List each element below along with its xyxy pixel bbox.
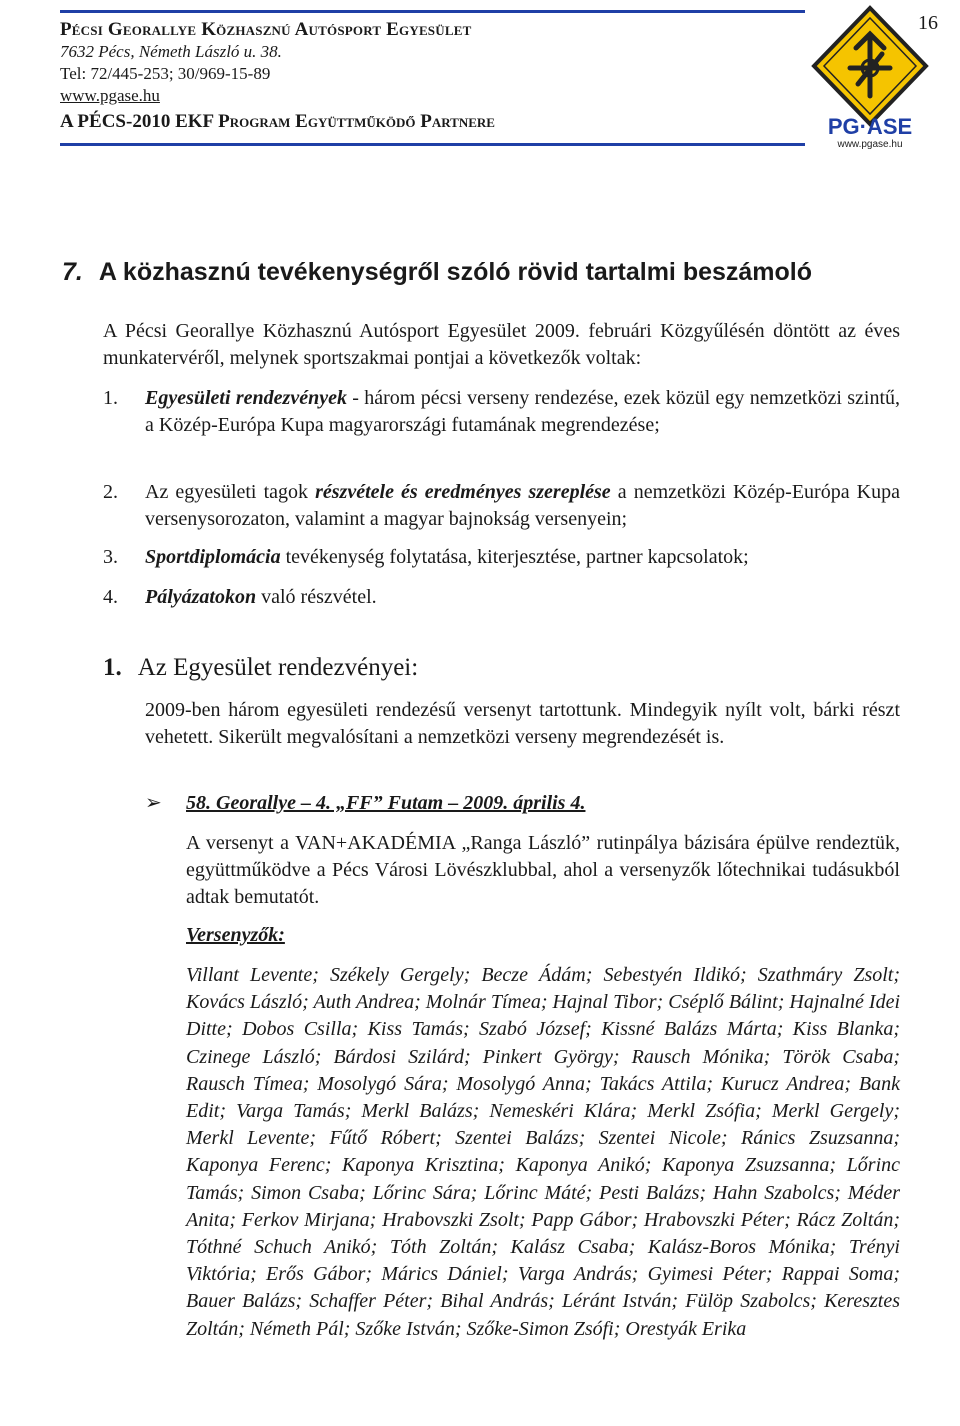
logo-text: PG·ASE bbox=[827, 114, 913, 139]
header-top-rule bbox=[60, 10, 805, 13]
plan-item-number: 3. bbox=[103, 546, 118, 568]
header-bottom-rule bbox=[60, 143, 805, 146]
pgase-logo bbox=[808, 4, 932, 150]
section-7-title: A közhasznú tevékenységről szóló rövid tartalmi beszámoló bbox=[98, 258, 813, 286]
event-heading bbox=[145, 790, 585, 817]
plan-item-number: 4. bbox=[103, 586, 118, 608]
plan-item-text: való részvétel. bbox=[256, 586, 377, 608]
section-7-heading bbox=[62, 258, 812, 287]
org-address: 7632 Pécs, Németh László u. 38. bbox=[60, 42, 282, 61]
plan-item-2 bbox=[103, 479, 900, 533]
logo-url: www.pgase.hu bbox=[837, 139, 903, 150]
plan-item-emphasis: Pályázatokon bbox=[145, 586, 257, 608]
plan-item-text: tevékenység folytatása, kiterjesztése, partner kapcsolatok; bbox=[280, 546, 749, 568]
section-7-number: 7. bbox=[62, 258, 83, 286]
arrow-bullet-icon: ➢ bbox=[145, 792, 162, 814]
plan-item-prefix: Az egyesületi tagok bbox=[145, 481, 316, 503]
plan-item-4 bbox=[103, 584, 900, 611]
plan-item-text: a nemzetközi Közép-Európa Kupa versenysorozaton, valamint a magyar bajnokság versenyein; bbox=[145, 481, 900, 530]
plan-item-emphasis: részvétele és eredményes szereplése bbox=[315, 481, 611, 503]
plan-item-text: - három pécsi verseny rendezése, ezek közül egy nemzetközi szintű, a Közép-Európa Kupa magyarországi futamának megrendezése; bbox=[145, 387, 900, 436]
org-phone: Tel: 72/445-253; 30/969-15-89 bbox=[60, 64, 271, 83]
section-1-intro: 2009-ben három egyesületi rendezésű versenyt tartottunk. Mindegyik nyílt volt, bárki részt vehetett. Sikerült megvalósítani a nemzetközi verseny megrendezését is. bbox=[145, 699, 900, 748]
section-7-intro: A Pécsi Georallye Közhasznú Autósport Egyesület 2009. februári Közgyűlésén döntött az éves munkatervéről, melynek sportszakmai pontjai a következők voltak: bbox=[103, 320, 900, 369]
org-name: Pécsi Georallye Közhasznú Autósport Egyesület bbox=[60, 19, 472, 40]
plan-item-emphasis: Sportdiplomácia bbox=[145, 546, 281, 568]
org-website-link[interactable]: www.pgase.hu bbox=[60, 86, 160, 105]
section-1-number: 1. bbox=[103, 654, 122, 681]
section-1-title: Az Egyesület rendezvényei: bbox=[137, 654, 419, 681]
plan-item-number: 1. bbox=[103, 387, 118, 409]
plan-item-emphasis: Egyesületi rendezvények bbox=[145, 387, 347, 409]
page-number: 16 bbox=[918, 12, 938, 34]
section-1-heading bbox=[103, 654, 418, 682]
letterhead bbox=[60, 10, 810, 135]
event-description: A versenyt a VAN+AKADÉMIA „Ranga László” rutinpálya bázisára épülve rendeztük, együttműködve a Pécs Városi Lövészklubbal, ahol a versenyzők lőtechnikai tudásukból adtak bemutatót. bbox=[186, 832, 900, 908]
partner-line: A PÉCS-2010 EKF Program Együttműködő Partnere bbox=[60, 111, 495, 132]
competitors-label: Versenyzők: bbox=[186, 924, 285, 946]
plan-item-1 bbox=[103, 385, 900, 439]
plan-item-3 bbox=[103, 544, 900, 571]
competitors-list: Villant Levente; Székely Gergely; Becze Ádám; Sebestyén Ildikó; Szathmáry Zsolt; Kovács László; Auth Andrea; Molnár Tímea; Hajnal Tibor; Cséplő Bálint; Hajnalné Idei Ditte; Dobos Csilla; Kiss Tamás; Szabó József; Kissné Balázs Márta; Kiss Blanka; Czinege László; Bárdosi Szilárd; Pinkert György; Rausch Mónika; Török Csaba; Rausch Tímea; Mosolygó Sára; Mosolygó Anna; Takács Attila; Kurucz Andrea; Bank Edit; Varga Tamás; Merkl Balázs; Nemeskéri Klára; Merkl Zsófia; Merkl Gergely; Merkl Levente; Fűtő Róbert; Szentei Balázs; Szentei Nicole; Ránics Zsuzsanna; Kaponya Ferenc; Kaponya Krisztina; Kaponya Anikó; Kaponya Zsuzsanna; Lőrinc Tamás; Simon Csaba; Lőrinc Sára; Lőrinc Máté; Pesti Balázs; Hahn Szabolcs; Méder Anita; Ferkov Mirjana; Hrabovszki Zsolt; Papp Gábor; Hrabovszki Péter; Rácz Zoltán; Tóthné Schuch Anikó; Tóth Zoltán; Kalász Csaba; Kalász-Boros Mónika; Trényi Viktória; Erős Gábor; Márics Dániel; Varga András; Gyimesi Péter; Rappai Soma; Bauer Balázs; Schaffer Péter; Bihal András; Léránt István; Fülöp Szabolcs; Keresztes Zoltán; Németh Pál; Szőke István; Szőke-Simon Zsófi; Orestyák Erika bbox=[186, 964, 900, 1340]
event-title: 58. Georallye – 4. „FF” Futam – 2009. április 4. bbox=[186, 792, 586, 814]
plan-item-number: 2. bbox=[103, 481, 118, 503]
